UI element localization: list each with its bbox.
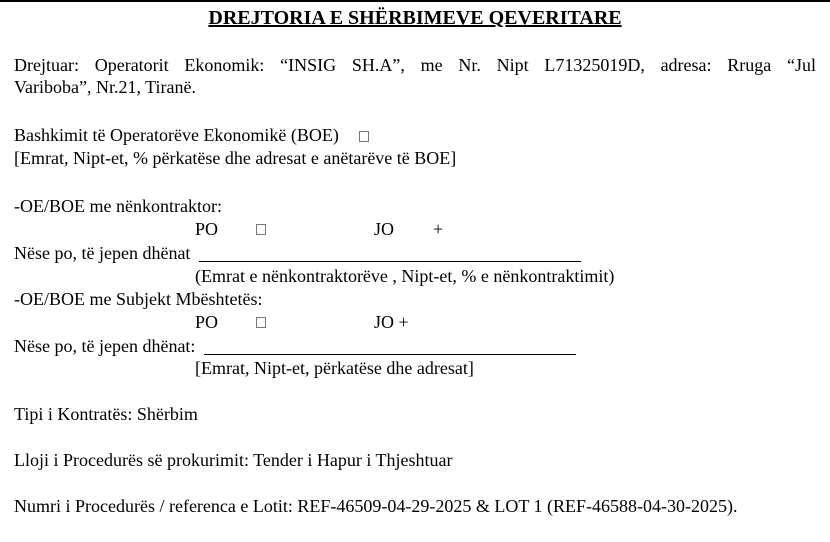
subcontractor-po-checkbox[interactable] [256, 224, 266, 235]
addressed-line-1: Drejtuar: Operatorit Ekonomik: “INSIG SH.A”, me Nr. Nipt L71325019D, adresa: Rruga “Jul [14, 55, 816, 75]
support-entity-jo-label: JO + [374, 312, 409, 332]
support-entity-details-label: Nëse po, të jepen dhënat: [14, 336, 196, 356]
support-entity-po-label: PO [195, 312, 219, 332]
subcontractor-details-field[interactable] [199, 243, 581, 262]
subcontractor-jo-mark: + [433, 219, 444, 239]
subcontractor-heading: -OE/BOE me nënkontraktor: [14, 196, 222, 216]
procedure-type: Lloji i Procedurës së prokurimit: Tender i Hapur i Thjeshtuar [14, 450, 453, 470]
subcontractor-jo-label: JO [374, 219, 395, 239]
boe-checkbox[interactable] [359, 131, 369, 142]
subcontractor-po-label: PO [195, 219, 219, 239]
support-entity-heading: -OE/BOE me Subjekt Mbështetës: [14, 289, 263, 309]
contract-type: Tipi i Kontratës: Shërbim [14, 404, 198, 424]
boe-note: [Emrat, Nipt-et, % përkatëse dhe adresat e anëtarëve të BOE] [14, 148, 457, 168]
subcontractor-details-label: Nëse po, të jepen dhënat [14, 243, 191, 263]
boe-label: Bashkimit të Operatorëve Ekonomikë (BOE) [14, 125, 339, 145]
support-entity-details-row [14, 335, 576, 357]
top-border-line [0, 0, 830, 2]
support-entity-po-checkbox[interactable] [256, 317, 266, 328]
support-entity-details-field[interactable] [204, 336, 576, 355]
boe-row [14, 124, 369, 146]
addressed-line-2: Variboba”, Nr.21, Tiranë. [14, 77, 196, 97]
support-entity-details-note: [Emrat, Nipt-et, përkatëse dhe adresat] [195, 358, 474, 378]
document-title: DREJTORIA E SHËRBIMEVE QEVERITARE [208, 7, 622, 29]
subcontractor-details-row [14, 242, 581, 264]
subcontractor-details-note: (Emrat e nënkontraktorëve , Nipt-et, % e nënkontraktimit) [195, 266, 615, 286]
procedure-number: Numri i Procedurës / referenca e Lotit: REF-46509-04-29-2025 & LOT 1 (REF-46588-04-30-2025). [14, 496, 738, 516]
